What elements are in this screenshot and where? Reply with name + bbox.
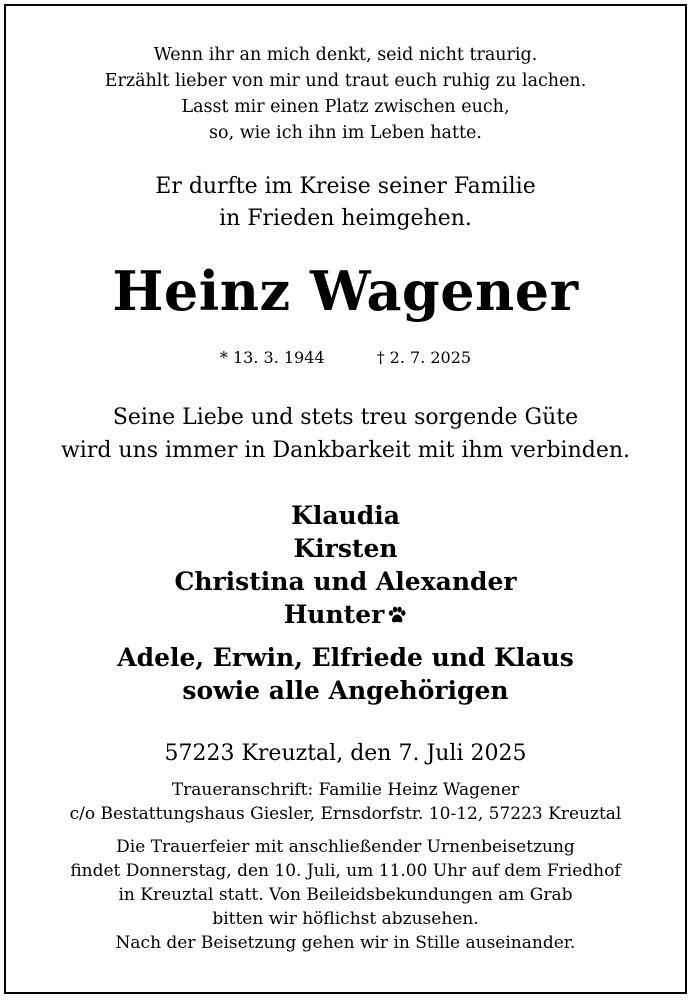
intro-line: Er durfte im Kreise seiner Familie <box>155 174 536 199</box>
mourner-name: Kirsten <box>293 534 398 563</box>
address-line: Traueranschrift: Familie Heinz Wagener <box>171 780 520 800</box>
tribute-line: wird uns immer in Dankbarkeit mit ihm verbinden. <box>60 438 631 463</box>
service-line: bitten wir höflichst abzusehen. <box>212 909 479 929</box>
poem-line: Lasst mir einen Platz zwischen euch, <box>181 97 510 117</box>
funeral-service-info <box>6 835 685 955</box>
mourner-name: Hunter <box>283 600 385 629</box>
service-line: findet Donnerstag, den 10. Juli, um 11.00 Uhr auf dem Friedhof <box>70 861 621 881</box>
service-line: Nach der Beisetzung gehen wir in Stille auseinander. <box>115 933 576 953</box>
mourners-family <box>6 499 685 633</box>
place-and-date: 57223 Kreuztal, den 7. Juli 2025 <box>164 741 527 766</box>
tribute-line: Seine Liebe und stets treu sorgende Güte <box>112 405 579 430</box>
mourner-name-with-pet <box>6 598 685 633</box>
mourner-name: Christina und Alexander <box>174 567 517 596</box>
address-line: c/o Bestattungshaus Giesler, Ernsdorfstr. 10-12, 57223 Kreuztal <box>69 804 622 824</box>
birth-date: * 13. 3. 1944 <box>219 348 325 367</box>
memorial-poem <box>6 42 685 146</box>
service-line: Die Trauerfeier mit anschließender Urnenbeisetzung <box>116 837 575 857</box>
mourning-address <box>6 778 685 826</box>
intro-line: in Frieden heimgehen. <box>219 206 472 231</box>
deceased-name: Heinz Wagener <box>112 259 579 323</box>
tribute-text <box>6 401 685 467</box>
intro-text <box>6 171 685 235</box>
poem-line: Wenn ihr an mich denkt, seid nicht traurig. <box>153 45 538 65</box>
poem-line: so, wie ich ihn im Leben hatte. <box>209 123 482 143</box>
poem-line: Erzählt lieber von mir und traut euch ruhig zu lachen. <box>104 71 587 91</box>
service-line: in Kreuztal statt. Von Beileidsbekundungen am Grab <box>118 885 573 905</box>
death-date: † 2. 7. 2025 <box>376 348 472 367</box>
obituary-notice <box>4 4 687 994</box>
relatives-line: Adele, Erwin, Elfriede und Klaus <box>117 643 574 672</box>
paw-print-icon <box>387 600 407 633</box>
life-dates <box>6 346 685 370</box>
mourners-relatives <box>6 641 685 707</box>
relatives-line: sowie alle Angehörigen <box>182 676 509 705</box>
mourner-name: Klaudia <box>291 501 400 530</box>
